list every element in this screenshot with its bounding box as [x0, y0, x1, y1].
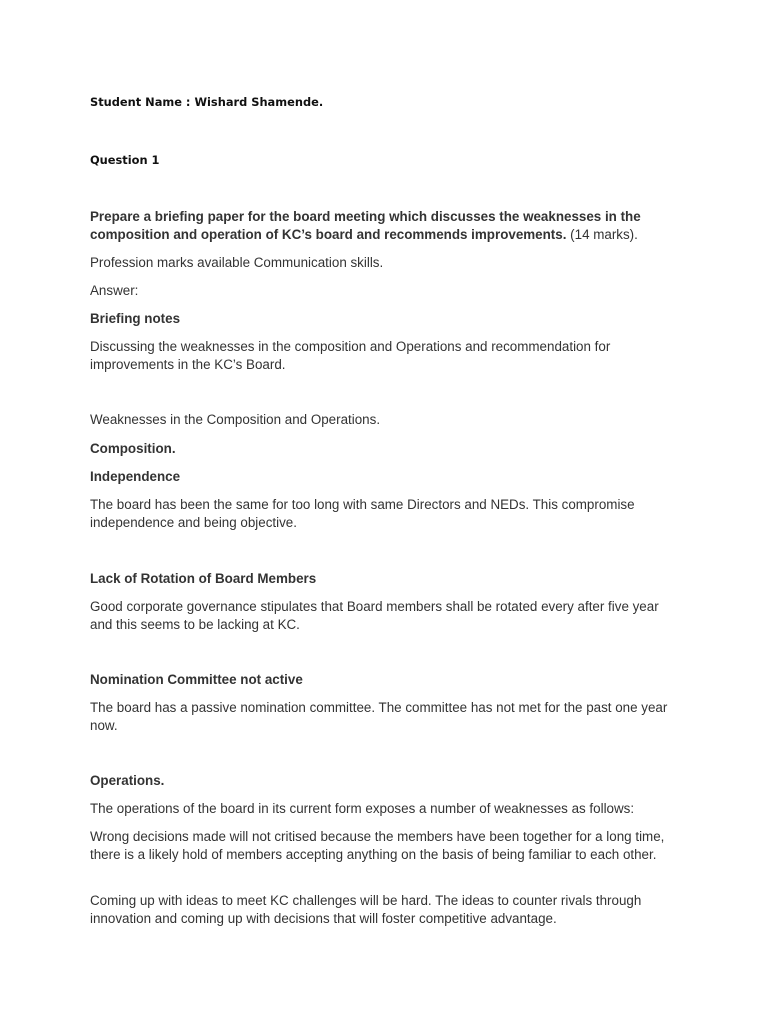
operations-point-2: Coming up with ideas to meet KC challenges will be hard. The ideas to counter rivals through innovation and coming up with decisions that will foster competitive advantage. [90, 893, 642, 926]
student-name-line: Student Name : Wishard Shamende. [90, 95, 324, 109]
independence-heading: Independence [90, 469, 181, 484]
operations-intro: The operations of the board in its current form exposes a number of weaknesses as follows: [90, 801, 635, 816]
profession-marks-line: Profession marks available Communication skills. [90, 255, 384, 270]
briefing-heading: Briefing notes [90, 311, 181, 326]
rotation-heading: Lack of Rotation of Board Members [90, 571, 317, 586]
operations-heading: Operations. [90, 773, 165, 788]
independence-text: The board has been the same for too long with same Directors and NEDs. This compromise independence and being objective. [90, 497, 635, 530]
question-prompt-text: Prepare a briefing paper for the board meeting which discusses the weaknesses in the composition and operation of KC’s board and recommends improvements. [90, 209, 641, 242]
question-prompt [90, 208, 680, 244]
nomination-text: The board has a passive nomination committee. The committee has not met for the past one year now. [90, 700, 668, 733]
answer-label: Answer: [90, 283, 139, 298]
question-number: Question 1 [90, 153, 160, 167]
composition-heading: Composition. [90, 441, 176, 456]
question-marks: (14 marks). [566, 227, 638, 242]
rotation-text: Good corporate governance stipulates that Board members shall be rotated every after five year and this seems to be lacking at KC. [90, 599, 659, 632]
weaknesses-title: Weaknesses in the Composition and Operations. [90, 412, 381, 427]
operations-point-1: Wrong decisions made will not critised because the members have been together for a long time, there is a likely hold of members accepting anything on the basis of being familiar to each other. [90, 829, 665, 862]
nomination-heading: Nomination Committee not active [90, 672, 303, 687]
briefing-intro: Discussing the weaknesses in the composition and Operations and recommendation for improvements in the KC’s Board. [90, 339, 611, 372]
